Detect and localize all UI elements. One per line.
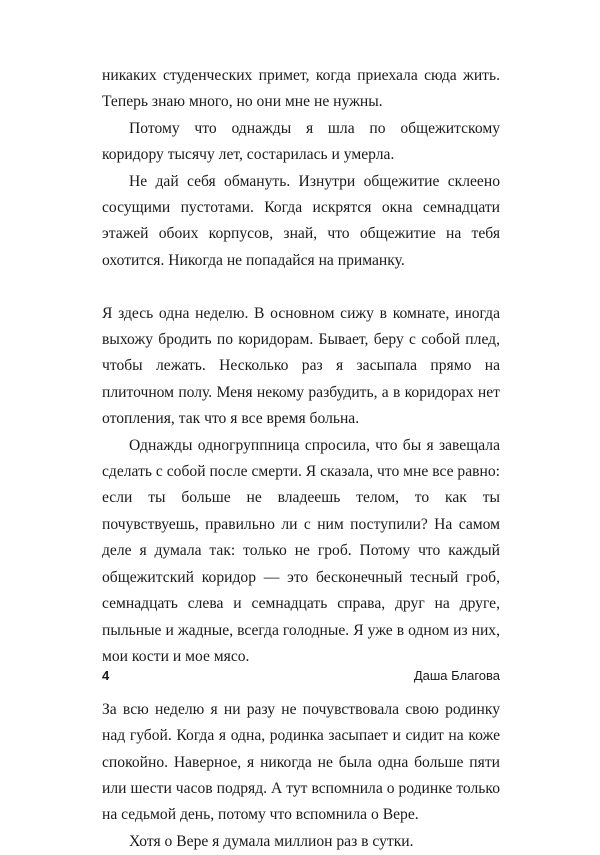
paragraph: Хотя о Вере я думала миллион раз в сутки. [129,832,414,850]
paragraph: Потому что однажды я шла по общежитскому коридору тысячу лет, состарилась и умерла. [102,119,500,164]
page-number: 4 [102,668,110,683]
section-break [102,274,500,300]
paragraph-continuation: никаких студенческих примет, когда приехала сюда жить. Теперь знаю много, но они мне не нужны. [102,67,500,111]
paragraph: Однажды одногруппница спросила, что бы я завещала сделать с собой после смерти. Я сказала, что мне все равно: если ты больше не владеешь телом, то как ты почувствуешь, правильно ли с ним поступили? На самом деле я думала так: только не гроб. Потому что каждый общежитский коридор — это бесконечный тесный гроб, семнадцать слева и семнадцать справа, друг на друге, пыльные и жадные, всегда голодные. Я уже в одном из них, мои кости и мое мясо. [102,436,500,665]
paragraph: Я здесь одна неделю. В основном сижу в комнате, иногда выхожу бродить по коридорам. Бывает, беру с собой плед, чтобы лежать. Несколько раз я засыпала прямо на плиточном полу. Меня некому разбудить, а в коридорах нет отопления, так что я все время больна. [102,304,500,428]
paragraph: За всю неделю я ни разу не почувствовала свою родинку над губой. Когда я одна, родинка засыпает и сидит на коже спокойно. Наверное, я никогда не была одна больше пяти или шести часов подряд. А тут вспомнила о родинке только на седьмой день, потому что вспомнила о Вере. [102,700,500,824]
page-body-text [102,63,500,855]
running-footer-author: Даша Благова [413,668,500,683]
paragraph: Не дай себя обмануть. Изнутри общежитие склеено сосущими пустотами. Когда искрятся окна семнадцати этажей обоих корпусов, знай, что общежитие на тебя охотится. Никогда не попадайся на приманку. [102,172,500,269]
